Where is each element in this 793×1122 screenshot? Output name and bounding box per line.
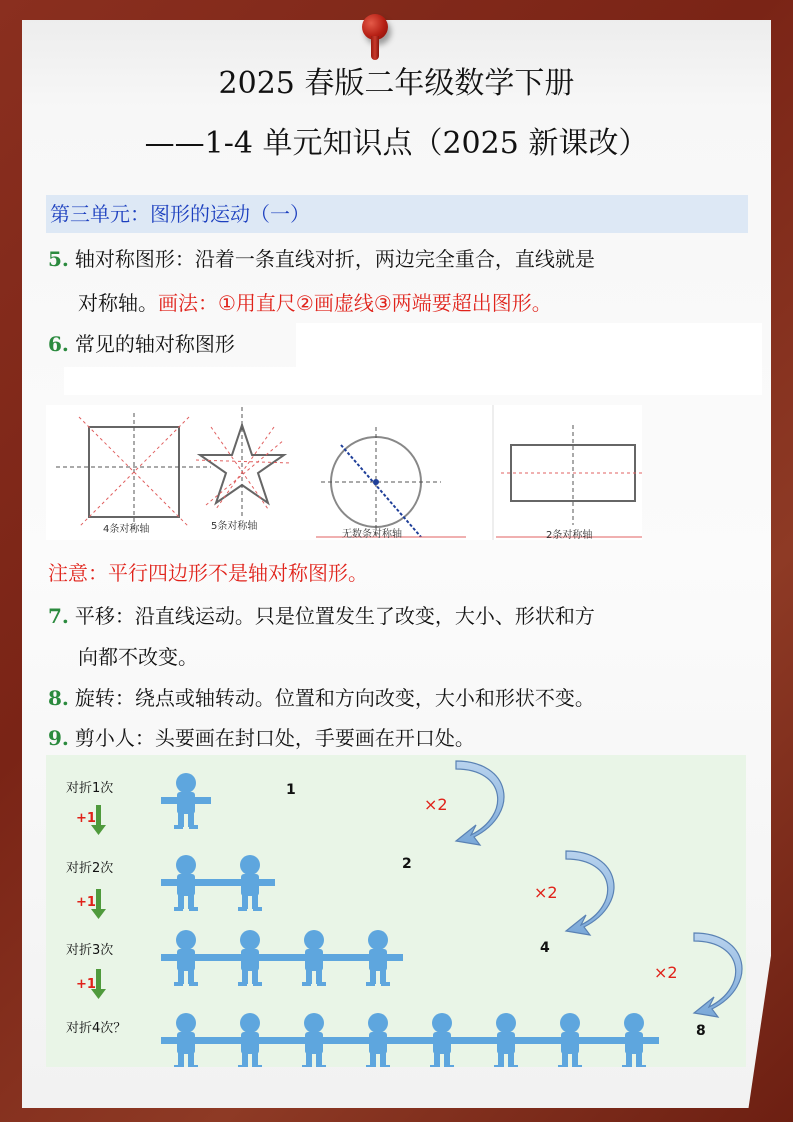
- star-caption: 5条对称轴: [211, 521, 258, 532]
- paper-people-row: [161, 930, 403, 986]
- arm-band: [161, 1037, 659, 1044]
- item-text: 轴对称图形：沿着一条直线对折，两边完全重合，直线就是: [74, 247, 595, 271]
- item-5-cont: [78, 287, 552, 316]
- item-5: [48, 243, 595, 272]
- paper-person-icon: [238, 855, 262, 911]
- item-number: 5.: [48, 247, 69, 271]
- item-text: 旋转：绕点或轴转动。位置和方向改变，大小和形状不变。: [74, 686, 595, 710]
- plus-label: +1: [76, 811, 96, 826]
- count-label: 1: [286, 782, 296, 798]
- square-caption: 4条对称轴: [103, 524, 150, 535]
- item-7-cont: 向都不改变。: [78, 645, 198, 669]
- circle-caption: 无数条对称轴: [342, 529, 402, 540]
- fold-label: 对折4次？: [66, 1021, 127, 1036]
- fold-label: 对折2次: [66, 861, 114, 876]
- item-text: 剪小人：头要画在封口处，手要画在开口处。: [74, 726, 475, 750]
- curved-arrow-icon: [694, 933, 742, 1017]
- paper-people-row: [161, 773, 211, 829]
- item-8: [48, 682, 595, 711]
- item-text: 常见的轴对称图形: [74, 332, 235, 356]
- page-subtitle: ——1-4 单元知识点（2025 新课改）: [144, 126, 649, 161]
- paper-person-icon: [302, 1013, 326, 1067]
- count-label: 8: [696, 1023, 706, 1039]
- fold-label: 对折1次: [66, 781, 114, 796]
- arm-band: [161, 954, 403, 961]
- rectangle-caption: 2条对称轴: [546, 530, 593, 541]
- plus-label: +1: [76, 895, 96, 910]
- multiplier-label: ×2: [424, 795, 448, 814]
- item-number: 8.: [48, 686, 69, 710]
- paper-person-icon: [238, 930, 262, 986]
- paper-person-icon: [238, 1013, 262, 1067]
- fold-label: 对折3次: [66, 943, 114, 958]
- blank-strip: [296, 323, 762, 367]
- drawing-method: 画法：①用直尺②画虚线③两端要超出图形。: [158, 291, 552, 315]
- square-figure: [56, 413, 211, 530]
- paper-people-row: [161, 1013, 659, 1067]
- paper-person-icon: [174, 855, 198, 911]
- curved-arrow-icon: [456, 761, 504, 845]
- section-heading: 第三单元：图形的运动（一）: [46, 195, 748, 233]
- paper-person-icon: [622, 1013, 646, 1067]
- note-text: 注意：平行四边形不是轴对称图形。: [48, 561, 368, 585]
- count-label: 4: [540, 940, 550, 956]
- paper-person-icon: [174, 1013, 198, 1067]
- item-number: 9.: [48, 726, 69, 750]
- item-text: 对称轴。: [78, 291, 158, 315]
- paper-person-icon: [174, 930, 198, 986]
- item-text: 平移：沿直线运动。只是位置发生了改变，大小、形状和方: [74, 604, 595, 628]
- item-number: 6.: [48, 332, 69, 356]
- curved-arrow-icon: [566, 851, 614, 935]
- multiplier-label: ×2: [534, 883, 558, 902]
- paper-person-icon: [302, 930, 326, 986]
- paper-person-icon: [494, 1013, 518, 1067]
- rectangle-figure: [496, 425, 642, 537]
- paper-person-icon: [366, 930, 390, 986]
- blank-strip: [64, 367, 762, 395]
- item-7: [48, 600, 595, 629]
- multiplier-label: ×2: [654, 963, 678, 982]
- paper-person-icon: [366, 1013, 390, 1067]
- paper-people-row: [161, 855, 275, 911]
- paper-person-icon: [174, 773, 198, 829]
- item-9: [48, 722, 475, 751]
- paper-person-icon: [558, 1013, 582, 1067]
- star-figure: [196, 407, 291, 517]
- item-6: [48, 328, 235, 357]
- circle-figure: [316, 427, 466, 537]
- pushpin-icon: [362, 14, 388, 40]
- symmetry-figures: [46, 405, 642, 540]
- count-label: 2: [402, 856, 412, 872]
- item-number: 7.: [48, 604, 69, 628]
- plus-label: +1: [76, 977, 96, 992]
- paper-cut-panel: [46, 755, 746, 1067]
- paper-cut-diagram: [46, 755, 746, 1067]
- paper-person-icon: [430, 1013, 454, 1067]
- page-title: 2025 春版二年级数学下册: [218, 66, 575, 101]
